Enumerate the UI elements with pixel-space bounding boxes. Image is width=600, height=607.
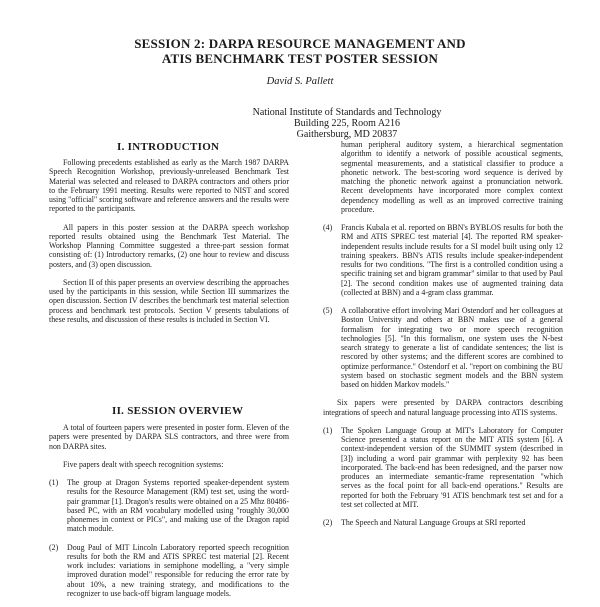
continued-paragraph: human peripheral auditory system, a hierarchical segmentation algorithm to identify a network of possible acoustical segments, segmental measurements, and a statistical classifier to produce a phonetic network. The best-scoring word sequence is derived by matching the phonetic network against a pronunciation network. Recent developments have incorporated more complex context dependency modelling as well as an improved corrective training procedure.: [341, 140, 563, 214]
list-item-text: Francis Kubala et al. reported on BBN's BYBLOS results for both the RM and ATIS SPREC test material [4]. The reported RM speaker-independent results include results for a SI model built using only 12 training speakers. BBN's ATIS results include speaker-independent results for two conditions. "The first is a controlled condition using a specific training set and bigram grammar" similar to that used by Paul [2]. The second condition makes use of augmented training data (collected at BBN) and a 4-gram class grammar.: [341, 223, 563, 297]
list-item: [323, 426, 563, 509]
introduction-section: [49, 158, 289, 333]
integration-paragraph: Six papers were presented by DARPA contractors describing integrations of speech and natural language processing into ATIS systems.: [323, 398, 563, 417]
list-item-number: (5): [323, 306, 333, 315]
list-item: [323, 223, 563, 297]
list-item-text: Doug Paul of MIT Lincoln Laboratory reported speech recognition results for both the RM and ATIS SPREC test material [2]. Recent work includes: variations in semiphone modelling, a "very simple improved duration model" responsible for reducing the error rate by about 10%, a new training strategy, and modifications to the recognizer to use back-off bigram language models.: [67, 542, 289, 598]
intro-paragraph: Section II of this paper presents an overview describing the approaches used by the participants in this session, while Section III summarizes the open discussion. Section IV describes the benchmark test material selection process and benchmark test protocols. Section V presents tabulations of these results, and discussion of these results is included in Section VI.: [49, 277, 289, 324]
paper-title-line-2: ATIS BENCHMARK TEST POSTER SESSION: [161, 51, 439, 66]
list-item: [49, 543, 289, 599]
list-item-number: (4): [323, 223, 333, 232]
author-name: David S. Pallett: [266, 76, 334, 87]
right-column: [323, 140, 563, 536]
list-item-number: (2): [49, 542, 59, 552]
list-item: [323, 518, 563, 527]
overview-paragraph: A total of fourteen papers were presented in poster form. Eleven of the papers were presented by DARPA SLS contractors, and three were from non DARPA sites.: [49, 423, 289, 451]
session-overview-heading: II. SESSION OVERVIEW: [112, 405, 244, 417]
list-item-text: The Speech and Natural Language Groups at SRI reported: [341, 518, 526, 527]
list-item-text: The group at Dragon Systems reported speaker-dependent system results for the Resource Management (RM) test set, using the word-pair grammar [1]. Dragon's results were obtained on a 25 Mhz 80486-based PC, with an RM vocabulary modelled using "roughly 30,000 phonemes in context or PICs", and making use of the Dragon rapid match module.: [67, 478, 289, 534]
list-item: [323, 306, 563, 389]
intro-paragraph: Following precedents established as early as the March 1987 DARPA Speech Recognition Workshop, previously-unreleased Benchmark Test Material was selected and released to DARPA contractors and others prior to the February 1991 meeting. Results were reported to NIST and scored using "official" scoring software and reference answers and the results were reported to the participants.: [49, 158, 289, 214]
affiliation-line-3: Gaithersburg, MD 20837: [296, 129, 398, 140]
introduction-heading: I. INTRODUCTION: [117, 141, 220, 153]
list-item-number: (2): [323, 518, 333, 527]
paper-title-line-1: SESSION 2: DARPA RESOURCE MANAGEMENT AND: [134, 36, 466, 51]
list-item-text: A collaborative effort involving Mari Ostendorf and her colleagues at Boston University and others at BBN makes use of a general formalism for integrating two or more speech recognition technologies [5]. "In this formalism, one system uses the N-best search strategy to generate a list of candidate sentences; the list is rescored by other systems; and the different scores are combined to optimize performance." Ostendorf et al. "report on combining the BU system based on stochastic segment models and the BBN system based on hidden Markov models.": [341, 306, 563, 389]
intro-paragraph: All papers in this poster session at the DARPA speech workshop reported results obtained using the Benchmark Test Material. The Workshop Planning Committee suggested a three-part session format consisting of: (1) Introductory remarks, (2) one hour to review and discuss posters, and (3) open discussion.: [49, 222, 289, 269]
session-overview-section: [49, 423, 289, 607]
affiliation-line-2: Building 225, Room A216: [293, 118, 401, 129]
list-item-number: (1): [49, 478, 59, 487]
list-item-number: (1): [323, 425, 333, 435]
overview-paragraph: Five papers dealt with speech recognition systems:: [63, 459, 224, 469]
list-item: [49, 478, 289, 534]
affiliation-line-1: National Institute of Standards and Technology: [252, 107, 442, 118]
list-item-text: The Spoken Language Group at MIT's Laboratory for Computer Science presented a status report on the MIT ATIS system [6]. A context-independent version of the SUMMIT system (described in [3]) including a word pair grammar with perplexity 92 has been incorporated. The back-end has been redesigned, and the parser now produces an intermediate semantic-frame representation "which serves as the focal point for all back-end operations." Results are reported for both the February '91 ATIS benchmark test set and for a test set collected at MIT.: [341, 425, 563, 509]
